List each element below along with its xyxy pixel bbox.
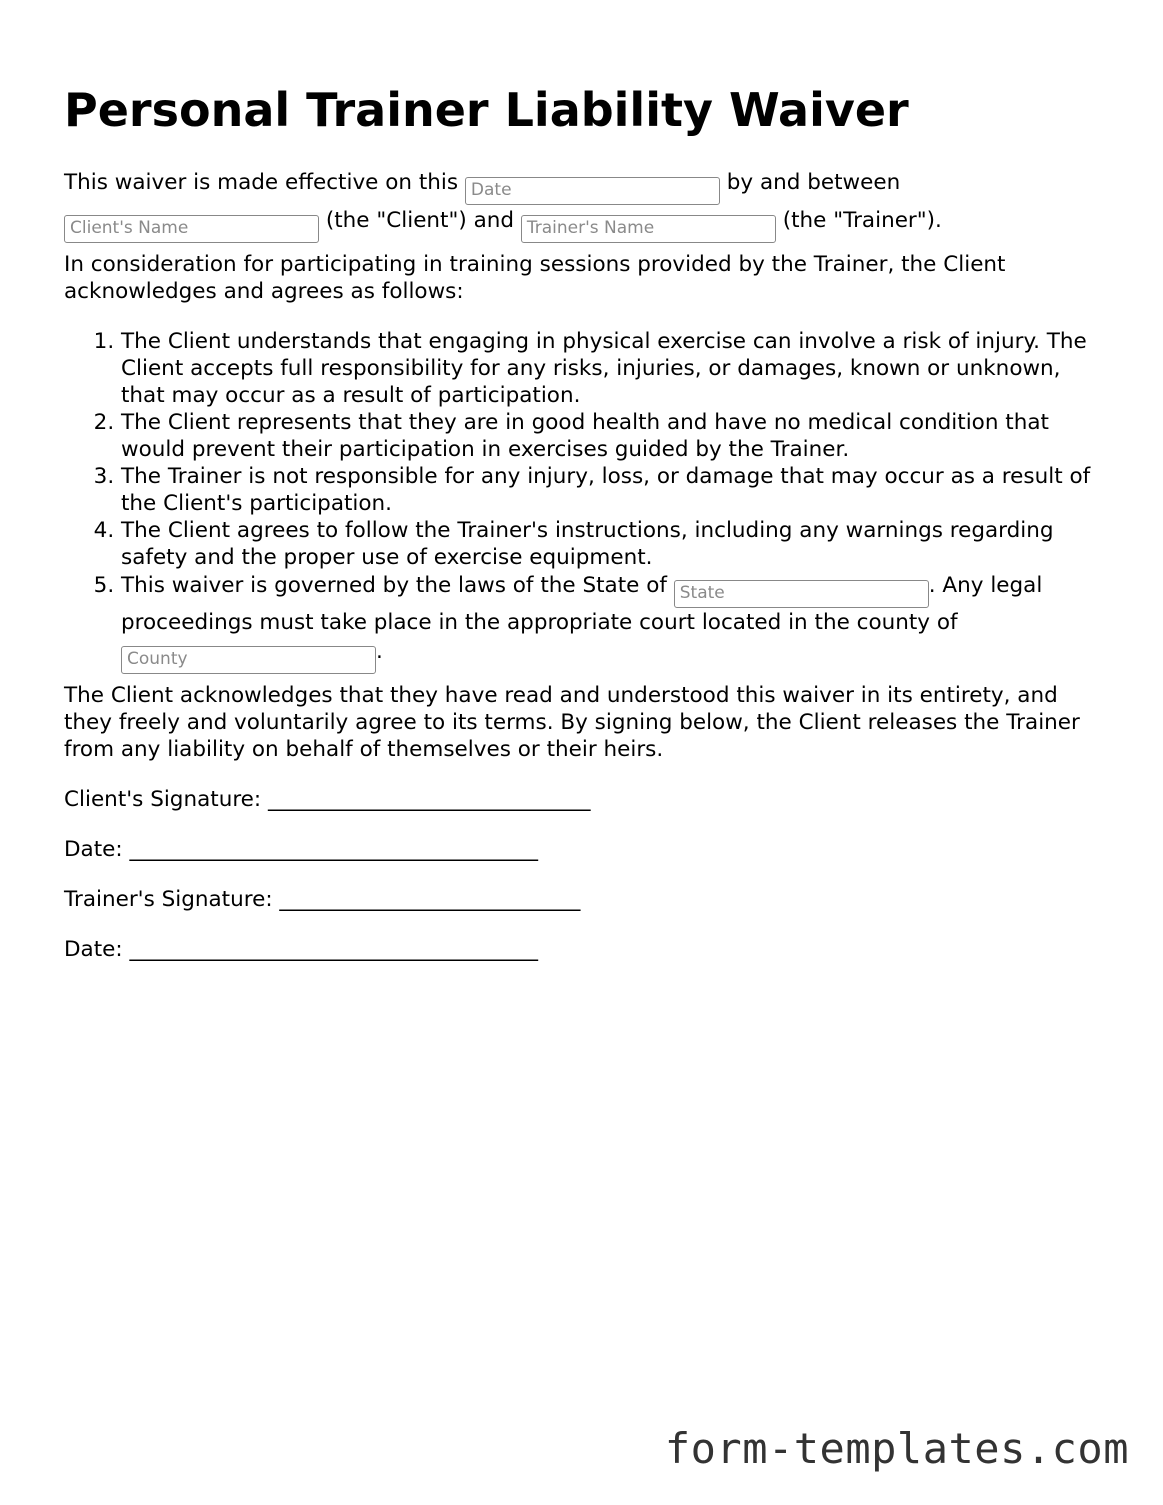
trainer-signature-line[interactable]: Trainer's Signature: ____________________________	[64, 887, 581, 912]
intro-text-1: This waiver is made effective on this	[64, 170, 465, 195]
document-title: Personal Trainer Liability Waiver	[64, 83, 909, 137]
trainer-date-line[interactable]: Date: ______________________________________	[64, 937, 538, 962]
term-5-text-1: This waiver is governed by the laws of the State of	[121, 573, 674, 598]
trainer-name-field[interactable]: Trainer's Name	[521, 215, 776, 243]
client-date-line[interactable]: Date: ______________________________________	[64, 837, 538, 862]
term-5-text-2: . Any legal proceedings must take place in the appropriate court located in the county of	[121, 573, 1043, 635]
consideration-paragraph: In consideration for participating in training sessions provided by the Trainer, the Client acknowledges and agrees as follows:	[64, 252, 1006, 304]
intro-text-4: (the "Trainer").	[775, 208, 942, 233]
intro-text-2: by and between	[719, 170, 901, 195]
terms-list	[64, 328, 1109, 674]
client-name-field[interactable]: Client's Name	[64, 215, 319, 243]
term-5-text-3: .	[376, 639, 383, 664]
intro-text-3: (the "Client") and	[319, 208, 521, 233]
intro-paragraph	[64, 167, 1109, 243]
term-item: 3. The Trainer is not responsible for any injury, loss, or damage that may occur as a result of the Client's participation.	[121, 463, 1109, 517]
term-item: 1. The Client understands that engaging in physical exercise can involve a risk of injury. The Client accepts full responsibility for any risks, injuries, or damages, known or unknown, that may occur as a result of participation.	[121, 328, 1109, 409]
county-field[interactable]: County	[121, 646, 376, 674]
watermark: form-templates.com	[664, 1424, 1129, 1473]
state-field[interactable]: State	[674, 580, 929, 608]
acknowledgement-paragraph: The Client acknowledges that they have read and understood this waiver in its entirety, and they freely and voluntarily agree to its terms. By signing below, the Client releases the Trainer from any liability on behalf of themselves or their heirs.	[64, 683, 1080, 762]
client-signature-line[interactable]: Client's Signature: ______________________________	[64, 787, 591, 812]
terms-list-container	[64, 328, 1109, 674]
term-item: 4. The Client agrees to follow the Trainer's instructions, including any warnings regarding safety and the proper use of exercise equipment.	[121, 517, 1109, 571]
date-field[interactable]: Date	[465, 177, 720, 205]
term-item-governing-law	[121, 571, 1109, 674]
term-item: 2. The Client represents that they are in good health and have no medical condition that would prevent their participation in exercises guided by the Trainer.	[121, 409, 1109, 463]
